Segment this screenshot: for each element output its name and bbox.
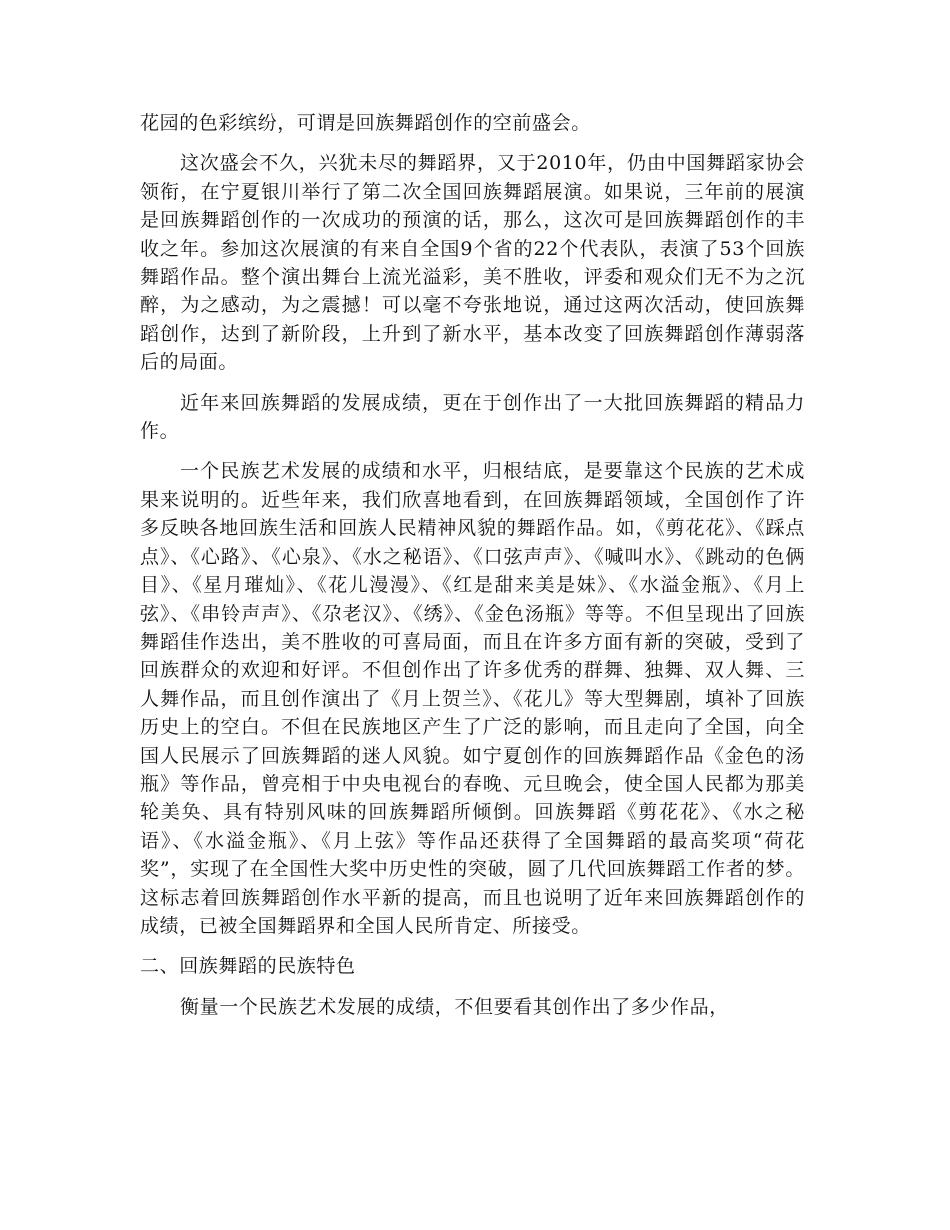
- paragraph-1: 花园的色彩缤纷，可谓是回族舞蹈创作的空前盛会。: [140, 112, 591, 134]
- paragraph-5: 衡量一个民族艺术发展的成绩，不但要看其创作出了多少作品，: [180, 995, 729, 1018]
- section-heading: 二、回族舞蹈的民族特色: [140, 955, 356, 978]
- document-page: [140, 109, 805, 1033]
- paragraph-4: 一个民族艺术发展的成绩和水平，归根结底，是要靠这个民族的艺术成果来说明的。近些年来，我们欣喜地看到，在回族舞蹈领域，全国创作了许多反映各地回族生活和回族人民精神风貌的舞蹈作品。如，《剪花花》、《踩点点》、《心路》、《心泉》、《水之秘语》、《口弦声声》、《喊叫水》、《跳动的色俩目》、《星月璀灿》、《花儿漫漫》、《红是甜来美是妹》、《水溢金瓶》、《月上弦》、《串铃声声》、《尕老汉》、《绣》、《金色汤瓶》等等。不但呈现出了回族舞蹈佳作迭出，美不胜收的可喜局面，而且在许多方面有新的突破，受到了回族群众的欢迎和好评。不但创作出了许多优秀的群舞、独舞、双人舞、三人舞作品，而且创作演出了《月上贺兰》、《花儿》等大型舞剧，填补了回族历史上的空白。不但在民族地区产生了广泛的影响，而且走向了全国，向全国人民展示了回族舞蹈的迷人风貌。如宁夏创作的回族舞蹈作品《金色的汤瓶》等作品，曾亮相于中央电视台的春晚、元旦晚会，使全国人民都为那美轮美奂、具有特别风味的回族舞蹈所倾倒。回族舞蹈《剪花花》、《水之秘语》、《水溢金瓶》、《月上弦》等作品还获得了全国舞蹈的最高奖项“荷花奖”，实现了在全国性大奖中历史性的突破，圆了几代回族舞蹈工作者的梦。这标志着回族舞蹈创作水平新的提高，而且也说明了近年来回族舞蹈创作的成绩，已被全国舞蹈界和全国人民所肯定、所接受。: [140, 460, 805, 937]
- paragraph-2: 这次盛会不久，兴犹未尽的舞蹈界，又于2010年，仍由中国舞蹈家协会领衔，在宁夏银川举行了第二次全国回族舞蹈展演。如果说，三年前的展演是回族舞蹈创作的一次成功的预演的话，那么，这次可是回族舞蹈创作的丰收之年。参加这次展演的有来自全国9个省的22个代表队，表演了53个回族舞蹈作品。整个演出舞台上流光溢彩，美不胜收，评委和观众们无不为之沉醉，为之感动，为之震撼！可以毫不夸张地说，通过这两次活动，使回族舞蹈创作，达到了新阶段，上升到了新水平，基本改变了回族舞蹈创作薄弱落后的局面。: [140, 152, 805, 374]
- paragraph-3: 近年来回族舞蹈的发展成绩，更在于创作出了一大批回族舞蹈的精品力作。: [140, 391, 805, 443]
